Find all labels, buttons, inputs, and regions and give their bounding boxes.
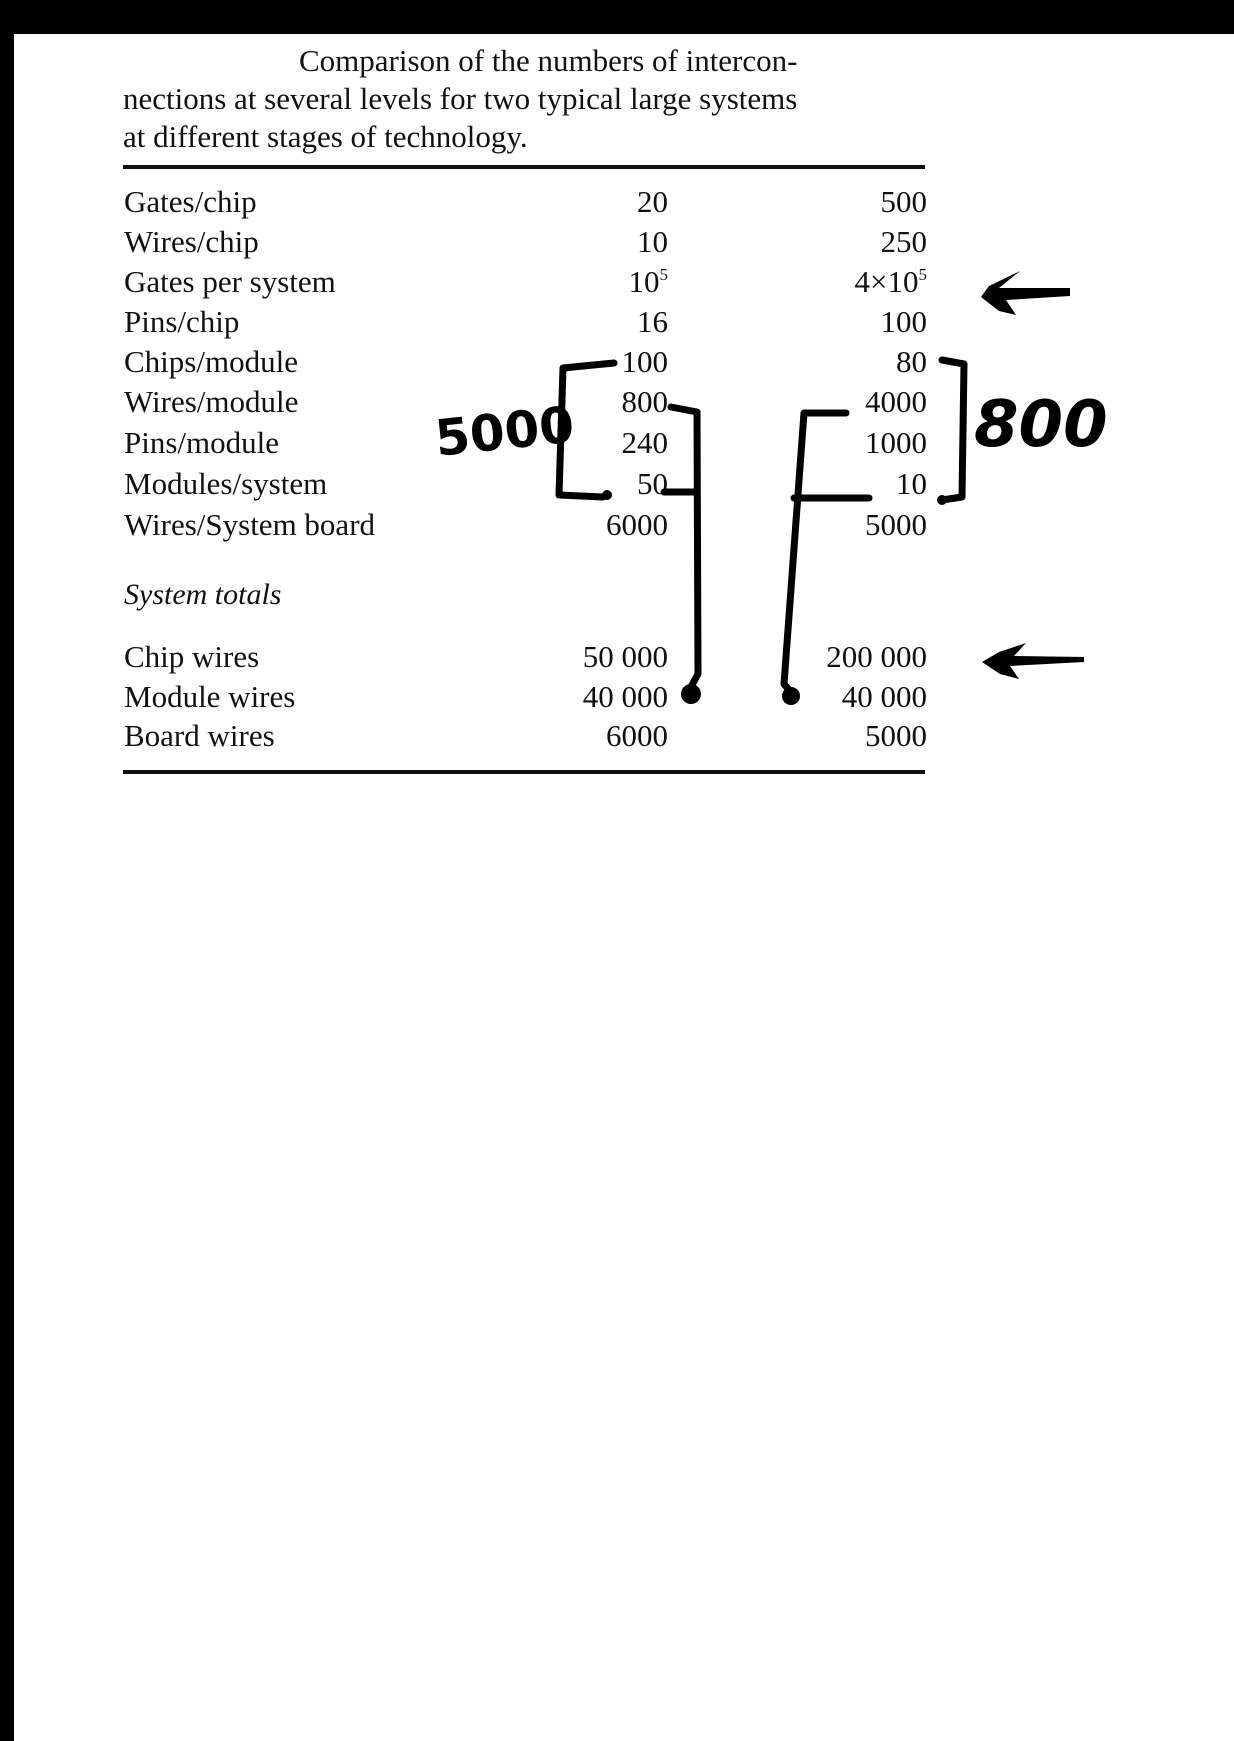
row-value-col1: 800 — [621, 384, 668, 419]
row-value-col2: 250 — [880, 224, 927, 259]
row-label: Wires/System board — [124, 507, 376, 542]
row-value-col2: 80 — [896, 344, 927, 379]
total-value-col2: 5000 — [865, 718, 927, 753]
total-label: Board wires — [124, 718, 275, 753]
total-value-col1: 6000 — [606, 718, 668, 753]
row-value-col1: 6000 — [606, 507, 668, 542]
handwritten-note-left: 5000 — [432, 395, 577, 468]
right-bracket-mark — [942, 360, 964, 500]
row-value-col1: 240 — [621, 425, 668, 460]
exponent: 5 — [918, 265, 927, 284]
arrow-left-icon — [981, 271, 1070, 315]
tick-dot — [602, 490, 612, 500]
value-base: 10 — [628, 264, 660, 299]
row-value-col2: 100 — [880, 304, 927, 339]
handwritten-annotations — [14, 34, 1234, 1741]
row-label: Gates per system — [124, 264, 336, 299]
total-label: Chip wires — [124, 639, 260, 674]
row-value-col2: 500 — [880, 184, 927, 219]
document-page — [14, 34, 1234, 1741]
row-value-col2: 1000 — [865, 425, 927, 460]
total-value-col2: 40 000 — [841, 679, 927, 714]
row-value-col1: 16 — [637, 304, 668, 339]
row-label: Wires/chip — [124, 224, 259, 259]
connector-dot-right — [782, 687, 800, 705]
value-base: 4×10 — [854, 264, 919, 299]
section-title: System totals — [124, 578, 282, 611]
row-value-col1: 10 — [637, 224, 668, 259]
row-label: Chips/module — [124, 344, 298, 379]
total-value-col1: 50 000 — [582, 639, 668, 674]
total-label: Module wires — [124, 679, 296, 714]
caption-line-1: Comparison of the numbers of intercon- — [299, 43, 798, 78]
caption-line-2: nections at several levels for two typical large systems — [123, 81, 798, 116]
row-value-col1: 20 — [637, 184, 668, 219]
caption-line-3: at different stages of technology. — [123, 119, 528, 154]
row-value-col2: 10 — [896, 466, 927, 501]
connector-dot-left — [681, 684, 701, 704]
center-left-connector-mark — [671, 407, 698, 696]
total-value-col1: 40 000 — [582, 679, 668, 714]
row-value-col2: 5000 — [865, 507, 927, 542]
row-value-col1: 100 — [621, 344, 668, 379]
row-value-col2: 4000 — [865, 384, 927, 419]
tick-dot — [937, 495, 947, 505]
total-value-col2: 200 000 — [826, 639, 927, 674]
row-label: Gates/chip — [124, 184, 257, 219]
row-label: Modules/system — [124, 466, 328, 501]
row-label: Pins/module — [124, 425, 280, 460]
arrow-left-icon — [982, 643, 1084, 679]
row-label: Wires/module — [124, 384, 299, 419]
handwritten-note-right: 800 — [974, 388, 1108, 462]
row-value-col1: 50 — [637, 466, 668, 501]
exponent: 5 — [659, 265, 668, 284]
center-right-connector-mark — [784, 413, 846, 696]
row-label: Pins/chip — [124, 304, 240, 339]
